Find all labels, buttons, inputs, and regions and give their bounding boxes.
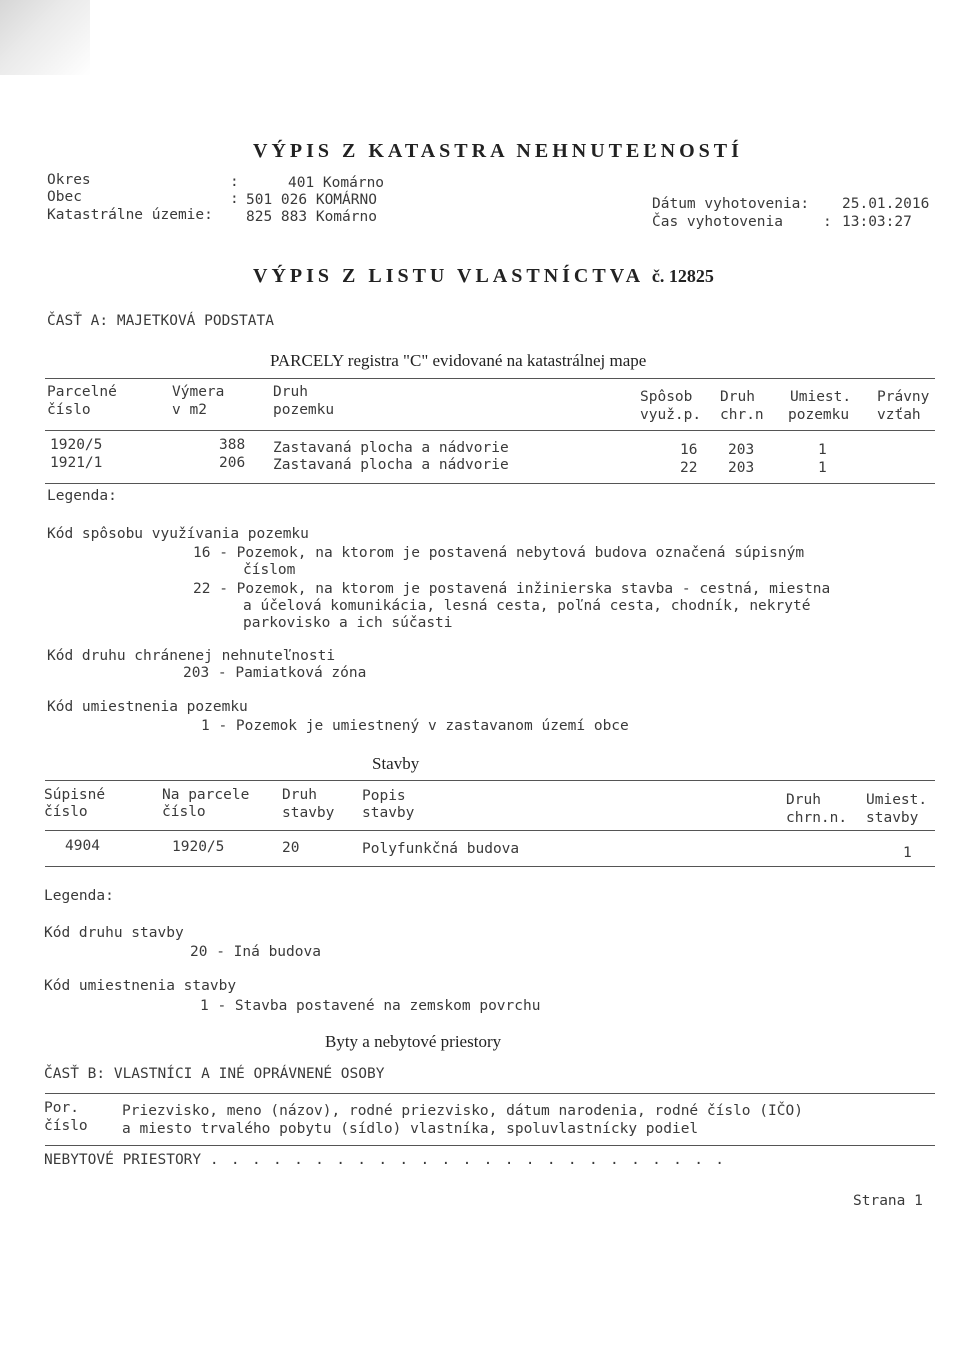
col-vymera-1: Výmera (172, 384, 225, 400)
col-chrn-1: Druh (786, 792, 821, 808)
col-popis-1: Popis (362, 788, 406, 804)
divider (45, 483, 935, 484)
obec-label: Obec (47, 189, 82, 205)
datum-value: 25.01.2016 (842, 196, 930, 212)
col-umiest-2: pozemku (788, 407, 850, 423)
stavba-popis: Polyfunkčná budova (362, 841, 520, 857)
ku-label: Katastrálne územie: (47, 207, 213, 223)
divider (45, 378, 935, 379)
stavba-supisne: 4904 (65, 838, 100, 854)
parcel-sposob: 16 (680, 442, 698, 458)
stavby-heading: Stavby (372, 754, 420, 773)
col-chr-1: Druh (720, 389, 755, 405)
ku-value: 825 883 Komárno (246, 209, 377, 225)
parcel-vymera: 388 (219, 437, 246, 453)
byty-heading: Byty a nebytové priestory (325, 1032, 502, 1051)
col-naparcele-1: Na parcele (162, 787, 250, 803)
kod-umiest-stavby-label: Kód umiestnenia stavby (44, 978, 237, 994)
legend-22-line2: a účelová komunikácia, lesná cesta, poľná cesta, chodník, nekryté (243, 598, 811, 614)
list-title-text: VÝPIS Z LISTU VLASTNÍCTVA (253, 265, 643, 287)
col-pravny-1: Právny (877, 389, 930, 405)
col-umiest-stavby-2: stavby (866, 810, 919, 826)
parcel-vymera: 206 (219, 455, 246, 471)
legend-22-line1: 22 - Pozemok, na ktorom je postavená inžinierska stavba - cestná, miestna (193, 581, 831, 597)
divider (45, 830, 935, 831)
parcel-druh: Zastavaná plocha a nádvorie (273, 457, 509, 473)
owners-col-desc-2: a miesto trvalého pobytu (sídlo) vlastníka, spoluvlastnícky podiel (122, 1121, 699, 1137)
parcel-chr: 203 (728, 460, 755, 476)
okres-sep: : (230, 174, 239, 190)
col-parcelne-2: číslo (47, 402, 91, 418)
parcel-umiest: 1 (818, 460, 827, 476)
list-number: č. 12825 (651, 266, 714, 286)
legenda-label: Legenda: (44, 888, 114, 904)
obec-value: 501 026 KOMÁRNO (246, 192, 377, 208)
legend-stavba-1: 1 - Stavba postavené na zemskom povrchu (200, 998, 541, 1014)
document-title: VÝPIS Z KATASTRA NEHNUTEĽNOSTÍ (253, 140, 743, 162)
parcel-sposob: 22 (680, 460, 698, 476)
divider (45, 1093, 935, 1094)
col-druh-1: Druh (273, 384, 308, 400)
col-druh-2: pozemku (273, 402, 335, 418)
col-druhstavby-1: Druh (282, 787, 317, 803)
scan-artifact (0, 0, 90, 75)
legenda-label: Legenda: (47, 488, 117, 504)
datum-label: Dátum vyhotovenia: (652, 196, 810, 212)
list-title (253, 265, 714, 288)
col-sposob-2: využ.p. (640, 407, 702, 423)
parcel-umiest: 1 (818, 442, 827, 458)
owners-col-por-1: Por. (44, 1100, 79, 1116)
obec-sep: : (230, 191, 239, 207)
kod-sposobu-label: Kód spôsobu využívania pozemku (47, 526, 309, 542)
divider (45, 866, 935, 867)
stavba-umiest: 1 (903, 845, 912, 861)
col-pravny-2: vzťah (877, 407, 921, 423)
kod-umiest-label: Kód umiestnenia pozemku (47, 699, 248, 715)
col-umiest-stavby-1: Umiest. (866, 792, 928, 808)
parcel-druh: Zastavaná plocha a nádvorie (273, 440, 509, 456)
col-umiest-1: Umiest. (790, 389, 852, 405)
col-chr-2: chr.n (720, 407, 764, 423)
col-parcelne-1: Parcelné (47, 384, 117, 400)
parcel-chr: 203 (728, 442, 755, 458)
stavba-druh: 20 (282, 840, 300, 856)
cas-label: Čas vyhotovenia (652, 214, 783, 230)
col-naparcele-2: číslo (162, 804, 206, 820)
legend-16-line2: číslom (243, 562, 296, 578)
legend-1: 1 - Pozemok je umiestnený v zastavanom území obce (201, 718, 629, 734)
legend-203: 203 - Pamiatková zóna (183, 665, 367, 681)
okres-label: Okres (47, 172, 91, 188)
okres-value: 401 Komárno (288, 175, 385, 191)
cas-value: 13:03:27 (842, 214, 912, 230)
kod-druhu-label: Kód druhu chránenej nehnuteľnosti (47, 648, 336, 664)
divider (45, 1145, 935, 1146)
owners-col-desc-1: Priezvisko, meno (názov), rodné priezvisko, dátum narodenia, rodné číslo (IČO) (122, 1103, 803, 1119)
legend-16-line1: 16 - Pozemok, na ktorom je postavená nebytová budova označená súpisným (193, 545, 805, 561)
divider (45, 780, 935, 781)
legend-22-line3: parkovisko a ich súčasti (243, 615, 453, 631)
nebytove-priestory (44, 1152, 726, 1168)
col-supisne-1: Súpisné (44, 787, 106, 803)
page-number: Strana 1 (853, 1193, 923, 1209)
divider (45, 430, 935, 431)
col-sposob-1: Spôsob (640, 389, 693, 405)
parcely-heading: PARCELY registra "C" evidované na katastrálnej mape (270, 351, 647, 370)
legend-20: 20 - Iná budova (190, 944, 321, 960)
col-vymera-2: v m2 (172, 402, 207, 418)
col-druhstavby-2: stavby (282, 805, 335, 821)
part-b-heading: ČASŤ B: VLASTNÍCI A INÉ OPRÁVNENÉ OSOBY (44, 1066, 385, 1082)
nebytove-label: NEBYTOVÉ PRIESTORY (44, 1152, 202, 1168)
parcel-cislo: 1921/1 (50, 455, 103, 471)
col-chrn-2: chrn.n. (786, 810, 848, 826)
stavba-parcela: 1920/5 (172, 839, 225, 855)
cas-sep: : (823, 214, 832, 230)
col-supisne-2: číslo (44, 804, 88, 820)
col-popis-2: stavby (362, 805, 415, 821)
owners-col-por-2: číslo (44, 1118, 88, 1134)
parcel-cislo: 1920/5 (50, 437, 103, 453)
part-a-heading: ČASŤ A: MAJETKOVÁ PODSTATA (47, 313, 274, 329)
nebytove-dots: . . . . . . . . . . . . . . . . . . . . . . . . . (209, 1152, 726, 1168)
kod-druhu-stavby-label: Kód druhu stavby (44, 925, 184, 941)
